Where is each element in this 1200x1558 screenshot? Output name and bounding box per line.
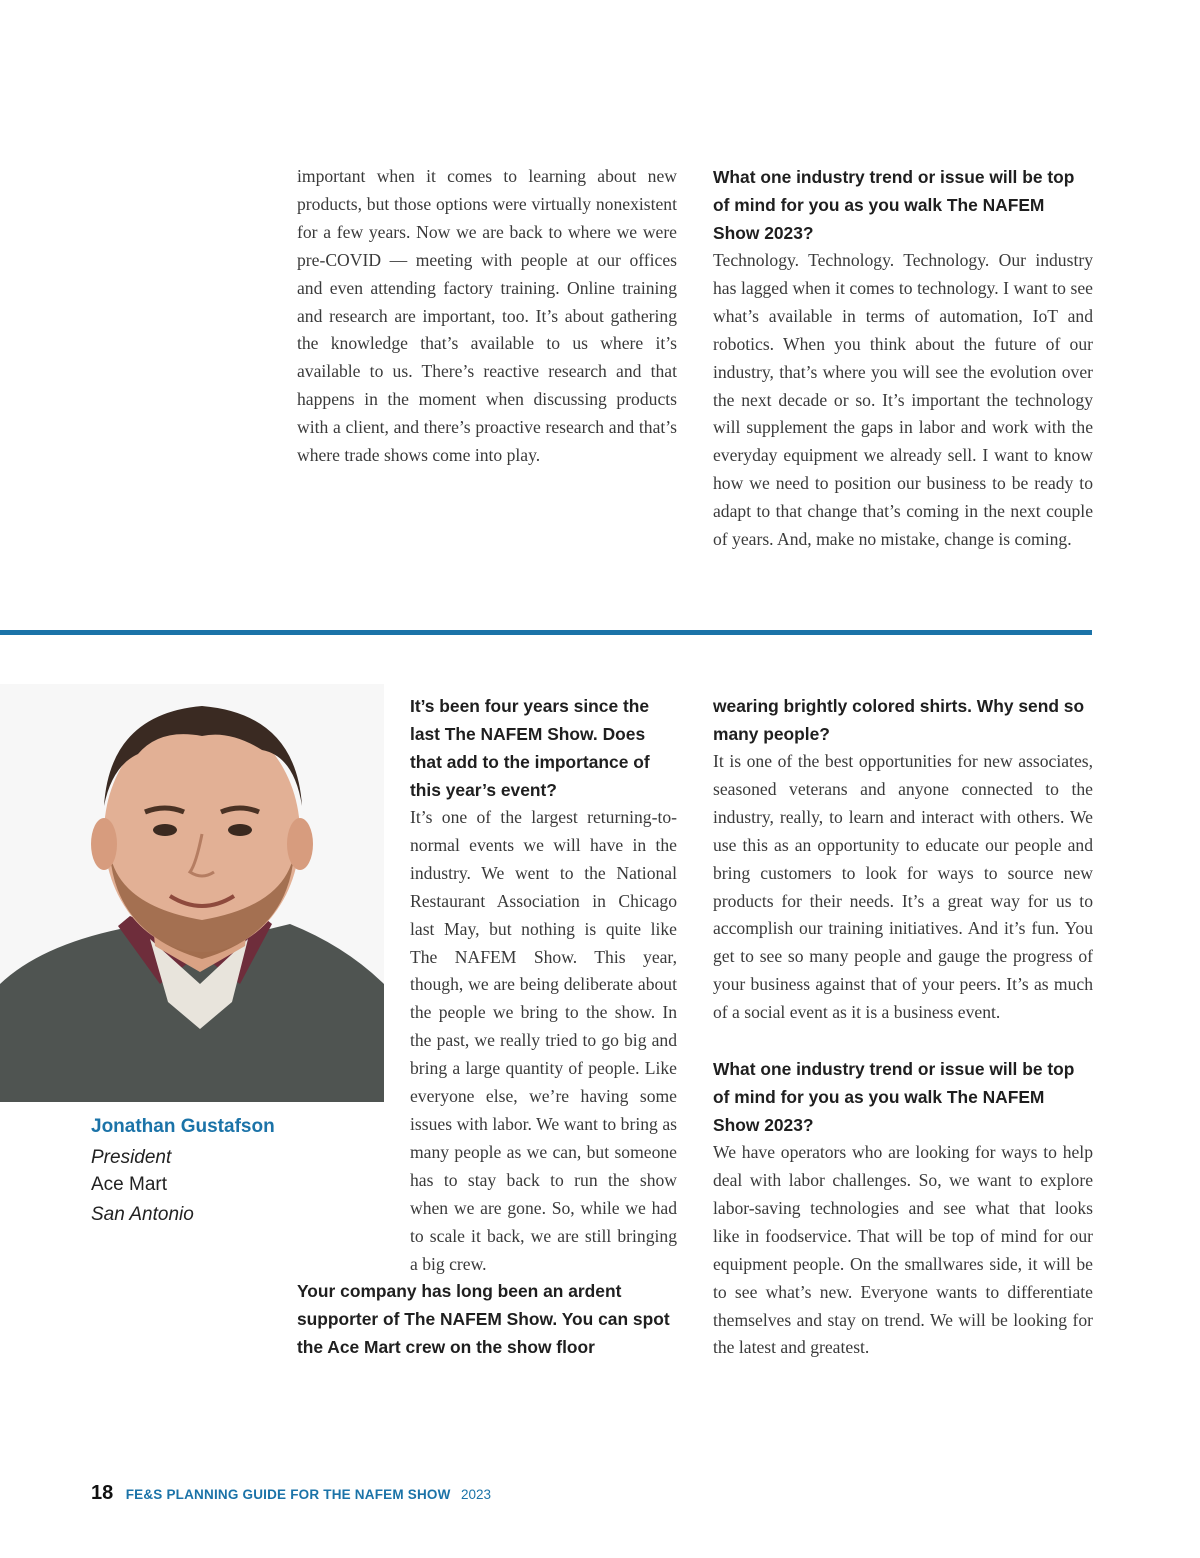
- interview-answer: We have operators who are looking for ways to help deal with labor challenges. So, we want to explore labor-saving technologies and see what that looks like in foodservice. That will be top of mind for our equipment people. On the smallwares side, it will be to see what’s new. Everyone wants to differentiate themselves and stay on trend. We will be looking for the latest and greatest.: [713, 1142, 1093, 1358]
- interview-answer: It’s one of the largest returning-to-normal events we will have in the industry. We went to the National Restaurant Association in Chicago last May, but nothing is quite like The NAFEM Show. This year, though, we are being deliberate about the people we bring to the show. In the past, we really tried to go big and bring a large quantity of people. Like everyone else, we’re having some issues with labor. We want to bring as many people as we can, but someone has to stay back to run the show when we are gone. So, while we had to scale it back, we are still bringing a big crew.: [410, 807, 677, 1274]
- profile-name: Jonathan Gustafson: [91, 1116, 275, 1137]
- page-footer: [91, 1482, 491, 1505]
- interview-question: Your company has long been an ardent supporter of The NAFEM Show. You can spot the Ace Mart crew on the show floor: [297, 1281, 670, 1357]
- interview-question-continued: wearing brightly colored shirts. Why send so many people?: [713, 696, 1085, 744]
- page-number: 18: [91, 1482, 114, 1504]
- article-paragraph: important when it comes to learning about new products, but those options were virtually nonexistent for a few years. Now we are back to where we were pre-COVID — meeting with people at our offices and even attending factory training. Online training and research are important, too. It’s about gathering the knowledge that’s available to us where it’s available to us. There’s reactive research and that happens in the moment when discussing products with a client, and there’s proactive research and that’s where trade shows come into play.: [297, 166, 677, 466]
- profile-title: President: [91, 1147, 172, 1168]
- interview-question: What one industry trend or issue will be top of mind for you as you walk The NAFEM Show 2023?: [713, 167, 1075, 243]
- article-column-middle: [410, 692, 677, 1278]
- interview-answer: It is one of the best opportunities for new associates, seasoned veterans and anyone connected to the industry, really, to learn and interact with others. We use this as an opportunity to educate our people and bring customers to look for ways to source new products for their needs. It’s a great way for us to accomplish our training initiatives. And it’s fun. You get to see so many people and gauge the progress of your business against that of your peers. It’s as much of a social event as it is a business event.: [713, 751, 1093, 1023]
- article-column-company-question: [297, 1277, 687, 1361]
- section-divider: [0, 630, 1092, 635]
- interview-answer: Technology. Technology. Technology. Our industry has lagged when it comes to technology. I want to see what’s available in terms of automation, IoT and robotics. When you think about the future of our industry, that’s where you will see the evolution over the next decade or so. It’s important the technology will supplement the gaps in labor and work with the everyday equipment we already sell. I want to know how we need to position our business to be ready to adapt to that change that’s coming in the next couple of years. And, make no mistake, change is coming.: [713, 250, 1093, 550]
- profile-city: San Antonio: [91, 1204, 194, 1225]
- profile-company: Ace Mart: [91, 1174, 168, 1195]
- article-column-bottom-right: [713, 692, 1093, 1362]
- profile-caption: [91, 1112, 371, 1230]
- interview-question: It’s been four years since the last The NAFEM Show. Does that add to the importance of this year’s event?: [410, 696, 650, 800]
- article-column-top-left: [297, 163, 677, 470]
- portrait-illustration: [0, 684, 384, 1102]
- publication-year: 2023: [461, 1487, 492, 1502]
- publication-title: FE&S PLANNING GUIDE FOR THE NAFEM SHOW: [125, 1487, 451, 1502]
- article-column-top-right: [713, 163, 1093, 554]
- portrait-photo: [0, 684, 384, 1102]
- interview-question: What one industry trend or issue will be top of mind for you as you walk The NAFEM Show 2023?: [713, 1059, 1075, 1136]
